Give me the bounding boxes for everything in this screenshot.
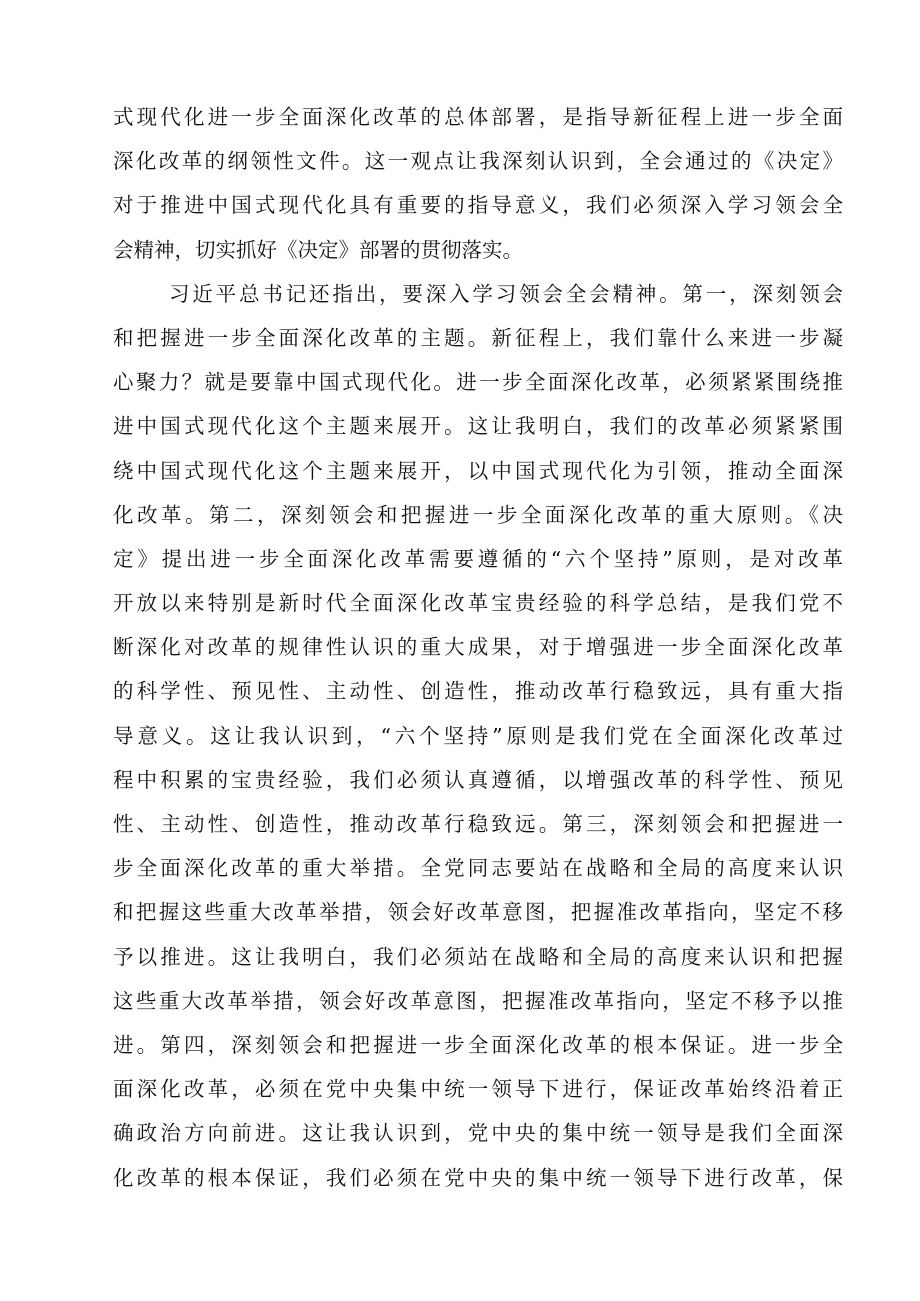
text-line: 面深化改革，必须在党中央集中统一领导下进行，保证改革始终沿着正 [113, 1077, 843, 1102]
text-line: 化改革。第二，深刻领会和把握进一步全面深化改革的重大原则。《决 [113, 502, 843, 527]
text-line: 定》提出进一步全面深化改革需要遵循的“六个坚持”原则，是对改革 [113, 546, 843, 571]
text-line: 会精神，切实抓好《决定》部署的贯彻落实。 [113, 237, 523, 262]
text-line: 心聚力？就是要靠中国式现代化。进一步全面深化改革，必须紧紧围绕推 [113, 370, 843, 395]
text-line: 和把握进一步全面深化改革的主题。新征程上，我们靠什么来进一步凝 [113, 325, 843, 350]
text-line: 导意义。这让我认识到，“六个坚持”原则是我们党在全面深化改革过 [113, 723, 843, 748]
text-line: 程中积累的宝贵经验，我们必须认真遵循，以增强改革的科学性、预见 [113, 767, 843, 792]
text-line: 深化改革的纲领性文件。这一观点让我深刻认识到，全会通过的《决定》 [113, 149, 843, 174]
text-line: 对于推进中国式现代化具有重要的指导意义，我们必须深入学习领会全 [113, 193, 843, 218]
text-line: 这些重大改革举措，领会好改革意图，把握准改革指向，坚定不移予以推 [113, 988, 843, 1013]
text-line: 绕中国式现代化这个主题来展开，以中国式现代化为引领，推动全面深 [113, 458, 843, 483]
text-line: 习近平总书记还指出，要深入学习领会全会精神。第一，深刻领会 [169, 281, 843, 306]
text-line: 步全面深化改革的重大举措。全党同志要站在战略和全局的高度来认识 [113, 856, 843, 881]
text-line: 进中国式现代化这个主题来展开。这让我明白，我们的改革必须紧紧围 [113, 414, 843, 439]
text-line: 性、主动性、创造性，推动改革行稳致远。第三，深刻领会和把握进一 [113, 812, 843, 836]
text-line: 开放以来特别是新时代全面深化改革宝贵经验的科学总结，是我们党不 [113, 591, 843, 616]
text-line: 化改革的根本保证，我们必须在党中央的集中统一领导下进行改革，保 [113, 1165, 843, 1190]
body-text [113, 95, 843, 1200]
text-line: 和把握这些重大改革举措，领会好改革意图，把握准改革指向，坚定不移 [113, 900, 843, 925]
text-line: 断深化对改革的规律性认识的重大成果，对于增强进一步全面深化改革 [113, 635, 843, 660]
text-line: 的科学性、预见性、主动性、创造性，推动改革行稳致远，具有重大指 [113, 679, 843, 704]
text-line: 式现代化进一步全面深化改革的总体部署，是指导新征程上进一步全面 [113, 105, 843, 129]
text-line: 进。第四，深刻领会和把握进一步全面深化改革的根本保证。进一步全 [113, 1032, 843, 1057]
text-line: 确政治方向前进。这让我认识到，党中央的集中统一领导是我们全面深 [113, 1121, 843, 1146]
text-line: 予以推进。这让我明白，我们必须站在战略和全局的高度来认识和把握 [113, 944, 843, 969]
